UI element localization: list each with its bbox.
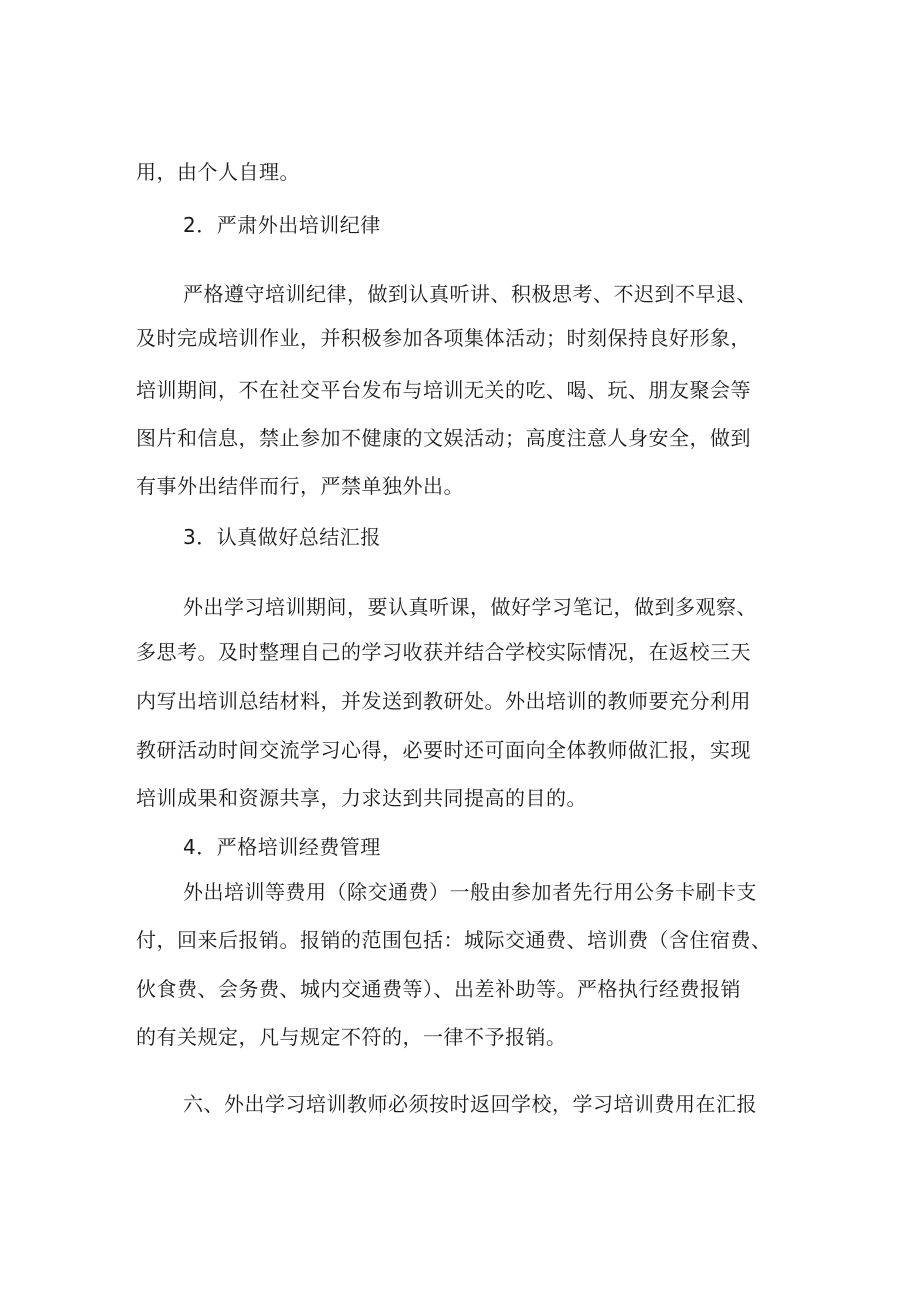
paragraph-line: 内写出培训总结材料，并发送到教研处。外出培训的教师要充分利用 [136, 689, 751, 713]
paragraph-line: 严格遵守培训纪律，做到认真听讲、积极思考、不迟到不早退、 [183, 282, 757, 306]
section-heading-2: 2．严肃外出培训纪律 [183, 213, 381, 237]
paragraph-line: 培训成果和资源共享，力求达到共同提高的目的。 [136, 786, 587, 810]
paragraph-line: 外出培训等费用（除交通费）一般由参加者先行用公务卡刷卡支 [183, 880, 757, 904]
paragraph-line: 用，由个人自理。 [136, 160, 300, 184]
paragraph-line: 图片和信息，禁止参加不健康的文娱活动；高度注意人身安全，做到 [136, 426, 751, 450]
section-heading-3: 3．认真做好总结汇报 [183, 525, 381, 549]
paragraph-line: 外出学习培训期间，要认真听课，做好学习笔记，做到多观察、 [183, 595, 757, 619]
paragraph-line: 的有关规定，凡与规定不符的，一律不予报销。 [136, 1025, 567, 1049]
paragraph-line: 付，回来后报销。报销的范围包括：城际交通费、培训费（含住宿费、 [136, 928, 772, 952]
paragraph-line: 培训期间，不在社交平台发布与培训无关的吃、喝、玩、朋友聚会等 [136, 378, 751, 402]
paragraph-line: 教研活动时间交流学习心得，必要时还可面向全体教师做汇报，实现 [136, 738, 751, 762]
paragraph-line: 伙食费、会务费、城内交通费等）、出差补助等。严格执行经费报销 [136, 977, 741, 1001]
paragraph-line: 多思考。及时整理自己的学习收获并结合学校实际情况，在返校三天 [136, 640, 751, 664]
paragraph-line: 有事外出结伴而行，严禁单独外出。 [136, 474, 464, 498]
section-heading-4: 4．严格培训经费管理 [183, 835, 381, 859]
paragraph-line: 及时完成培训作业，并积极参加各项集体活动；时刻保持良好形象， [136, 326, 751, 350]
paragraph-line: 六、外出学习培训教师必须按时返回学校，学习培训费用在汇报 [183, 1092, 757, 1116]
